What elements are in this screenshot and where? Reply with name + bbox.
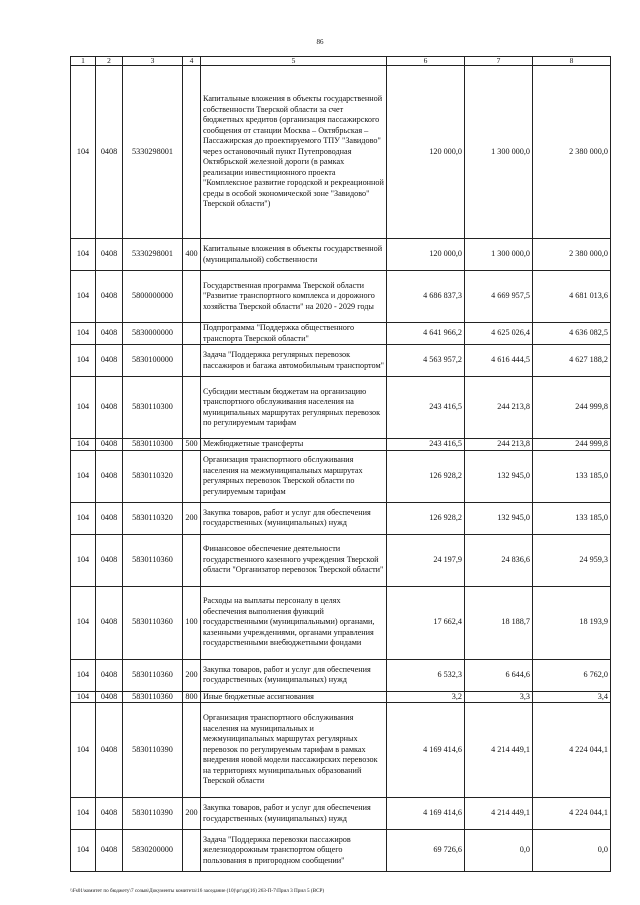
table-row [71,534,611,586]
table-row [71,659,611,691]
table-row [71,239,611,271]
amount-cell-col8: 4 636 082,5 [533,323,611,345]
expense-type-cell [183,830,201,872]
footer-file-path: \\Fs01\комитет по бюджету\7 созыв\Документы комитета\16 заседание (10)\рг\др(16) 263-П-7\Прил 3 Прил 5 (ВСР) [70,888,325,894]
section-code-cell: 104 [71,323,96,345]
target-article-cell: 5830110390 [123,703,183,798]
subsection-code-cell: 0408 [96,502,123,534]
amount-cell-col7: 6 644,6 [465,659,533,691]
amount-cell-col6: 120 000,0 [387,239,465,271]
amount-cell-col8: 24 959,3 [533,534,611,586]
expense-type-cell [183,345,201,377]
description-cell: Подпрограмма "Поддержка общественного транспорта Тверской области" [201,323,387,345]
target-article-cell: 5830000000 [123,323,183,345]
amount-cell-col6: 120 000,0 [387,66,465,239]
description-cell: Задача "Поддержка регулярных перевозок пассажиров и багажа автомобильным транспортом" [201,345,387,377]
subsection-code-cell: 0408 [96,377,123,439]
table-row [71,450,611,502]
target-article-cell: 5830110360 [123,659,183,691]
amount-cell-col7: 4 625 026,4 [465,323,533,345]
description-cell: Капитальные вложения в объекты государственной (муниципальной) собственности [201,239,387,271]
table-row [71,271,611,323]
description-cell: Государственная программа Тверской области "Развитие транспортного комплекса и дорожного хозяйства Тверской области" на 2020 - 2029 годы [201,271,387,323]
description-cell: Межбюджетные трансферты [201,439,387,451]
amount-cell-col6: 24 197,9 [387,534,465,586]
target-article-cell: 5830110360 [123,534,183,586]
amount-cell-col7: 18 188,7 [465,586,533,659]
subsection-code-cell: 0408 [96,586,123,659]
amount-cell-col6: 4 686 837,3 [387,271,465,323]
section-code-cell: 104 [71,377,96,439]
subsection-code-cell: 0408 [96,239,123,271]
header-cell: 5 [201,57,387,66]
subsection-code-cell: 0408 [96,703,123,798]
expense-type-cell [183,323,201,345]
header-row [71,57,611,66]
amount-cell-col7: 4 214 449,1 [465,703,533,798]
subsection-code-cell: 0408 [96,66,123,239]
subsection-code-cell: 0408 [96,798,123,830]
section-code-cell: 104 [71,798,96,830]
header-cell: 1 [71,57,96,66]
amount-cell-col6: 126 928,2 [387,502,465,534]
target-article-cell: 5330298001 [123,239,183,271]
amount-cell-col6: 6 532,3 [387,659,465,691]
amount-cell-col6: 69 726,6 [387,830,465,872]
subsection-code-cell: 0408 [96,439,123,451]
amount-cell-col8: 244 999,8 [533,439,611,451]
table-row [71,439,611,451]
expense-type-cell: 200 [183,502,201,534]
section-code-cell: 104 [71,502,96,534]
section-code-cell: 104 [71,659,96,691]
target-article-cell: 5800000000 [123,271,183,323]
table-row [71,377,611,439]
amount-cell-col8: 4 224 044,1 [533,703,611,798]
amount-cell-col7: 4 616 444,5 [465,345,533,377]
amount-cell-col6: 126 928,2 [387,450,465,502]
target-article-cell: 5830110300 [123,439,183,451]
subsection-code-cell: 0408 [96,450,123,502]
description-cell: Организация транспортного обслуживания населения на муниципальных и межмуниципальных маршрутах регулярных перевозок по регулируемым тарифам в рамках внедрения новой модели пассажирских перевозок на территориях муниципальных образований Тверской области [201,703,387,798]
amount-cell-col8: 4 224 044,1 [533,798,611,830]
expense-type-cell: 200 [183,659,201,691]
amount-cell-col8: 0,0 [533,830,611,872]
amount-cell-col6: 243 416,5 [387,439,465,451]
target-article-cell: 5830100000 [123,345,183,377]
subsection-code-cell: 0408 [96,323,123,345]
table-row [71,345,611,377]
table-row [71,703,611,798]
description-cell: Организация транспортного обслуживания населения на межмуниципальных маршрутах регулярных перевозок Тверской области по регулируемым тарифам [201,450,387,502]
expense-type-cell [183,66,201,239]
amount-cell-col7: 3,3 [465,691,533,703]
header-cell: 8 [533,57,611,66]
subsection-code-cell: 0408 [96,830,123,872]
description-cell: Иные бюджетные ассигнования [201,691,387,703]
amount-cell-col6: 3,2 [387,691,465,703]
target-article-cell: 5830110360 [123,586,183,659]
description-cell: Задача "Поддержка перевозки пассажиров железнодорожным транспортом общего пользования в пригородном сообщении" [201,830,387,872]
section-code-cell: 104 [71,271,96,323]
page-number: 86 [316,38,324,46]
target-article-cell: 5830110390 [123,798,183,830]
table-row [71,502,611,534]
header-cell: 2 [96,57,123,66]
expense-type-cell: 400 [183,239,201,271]
subsection-code-cell: 0408 [96,691,123,703]
description-cell: Финансовое обеспечение деятельности государственного казенного учреждения Тверской области "Организатор перевозок Тверской области" [201,534,387,586]
amount-cell-col8: 2 380 000,0 [533,66,611,239]
section-code-cell: 104 [71,691,96,703]
amount-cell-col8: 244 999,8 [533,377,611,439]
table-row [71,323,611,345]
table-row [71,66,611,239]
header-cell: 7 [465,57,533,66]
amount-cell-col6: 17 662,4 [387,586,465,659]
expense-type-cell [183,377,201,439]
description-cell: Закупка товаров, работ и услуг для обеспечения государственных (муниципальных) нужд [201,798,387,830]
section-code-cell: 104 [71,703,96,798]
section-code-cell: 104 [71,830,96,872]
header-cell: 6 [387,57,465,66]
section-code-cell: 104 [71,586,96,659]
target-article-cell: 5830110320 [123,502,183,534]
description-cell: Субсидии местным бюджетам на организацию транспортного обслуживания населения на муниципальных маршрутах регулярных перевозок по регулируемым тарифам [201,377,387,439]
amount-cell-col7: 24 836,6 [465,534,533,586]
amount-cell-col8: 3,4 [533,691,611,703]
section-code-cell: 104 [71,66,96,239]
amount-cell-col6: 4 563 957,2 [387,345,465,377]
amount-cell-col7: 0,0 [465,830,533,872]
amount-cell-col6: 243 416,5 [387,377,465,439]
amount-cell-col7: 1 300 000,0 [465,66,533,239]
expense-type-cell [183,271,201,323]
header-cell: 3 [123,57,183,66]
description-cell: Закупка товаров, работ и услуг для обеспечения государственных (муниципальных) нужд [201,502,387,534]
amount-cell-col8: 133 185,0 [533,502,611,534]
expense-type-cell: 800 [183,691,201,703]
section-code-cell: 104 [71,534,96,586]
description-cell: Закупка товаров, работ и услуг для обеспечения государственных (муниципальных) нужд [201,659,387,691]
expense-type-cell [183,450,201,502]
amount-cell-col7: 244 213,8 [465,377,533,439]
subsection-code-cell: 0408 [96,271,123,323]
table-row [71,830,611,872]
amount-cell-col7: 4 214 449,1 [465,798,533,830]
table-row [71,691,611,703]
table-row [71,798,611,830]
section-code-cell: 104 [71,239,96,271]
amount-cell-col7: 1 300 000,0 [465,239,533,271]
table-body [71,66,611,872]
amount-cell-col7: 132 945,0 [465,450,533,502]
subsection-code-cell: 0408 [96,345,123,377]
expense-type-cell: 500 [183,439,201,451]
amount-cell-col8: 18 193,9 [533,586,611,659]
target-article-cell: 5830110300 [123,377,183,439]
subsection-code-cell: 0408 [96,659,123,691]
amount-cell-col6: 4 641 966,2 [387,323,465,345]
description-cell: Расходы на выплаты персоналу в целях обеспечения выполнения функций государственными (муниципальными) органами, казенными учреждениями, органами управления государственными внебюджетными фондами [201,586,387,659]
amount-cell-col8: 2 380 000,0 [533,239,611,271]
target-article-cell: 5830110360 [123,691,183,703]
section-code-cell: 104 [71,450,96,502]
amount-cell-col8: 4 627 188,2 [533,345,611,377]
table-row [71,586,611,659]
amount-cell-col6: 4 169 414,6 [387,703,465,798]
expense-type-cell: 100 [183,586,201,659]
amount-cell-col7: 4 669 957,5 [465,271,533,323]
description-cell: Капитальные вложения в объекты государственной собственности Тверской области за счет бюджетных кредитов (организация пассажирского сообщения от станции Москва – Октябрьская – Пассажирская до проектируемого ТПУ "Завидово" через остановочный пункт Путепроводная Октябрьской железной дороги (в рамках реализации инвестиционного проекта "Комплексное развитие городской и рекреационной среды в особой экономической зоне "Завидово" Тверской области") [201,66,387,239]
expense-type-cell [183,703,201,798]
amount-cell-col7: 132 945,0 [465,502,533,534]
subsection-code-cell: 0408 [96,534,123,586]
target-article-cell: 5830200000 [123,830,183,872]
section-code-cell: 104 [71,345,96,377]
expense-type-cell: 200 [183,798,201,830]
target-article-cell: 5830110320 [123,450,183,502]
amount-cell-col6: 4 169 414,6 [387,798,465,830]
header-cell: 4 [183,57,201,66]
amount-cell-col7: 244 213,8 [465,439,533,451]
expense-type-cell [183,534,201,586]
budget-table [70,56,611,872]
amount-cell-col8: 4 681 013,6 [533,271,611,323]
target-article-cell: 5330298001 [123,66,183,239]
amount-cell-col8: 133 185,0 [533,450,611,502]
section-code-cell: 104 [71,439,96,451]
amount-cell-col8: 6 762,0 [533,659,611,691]
